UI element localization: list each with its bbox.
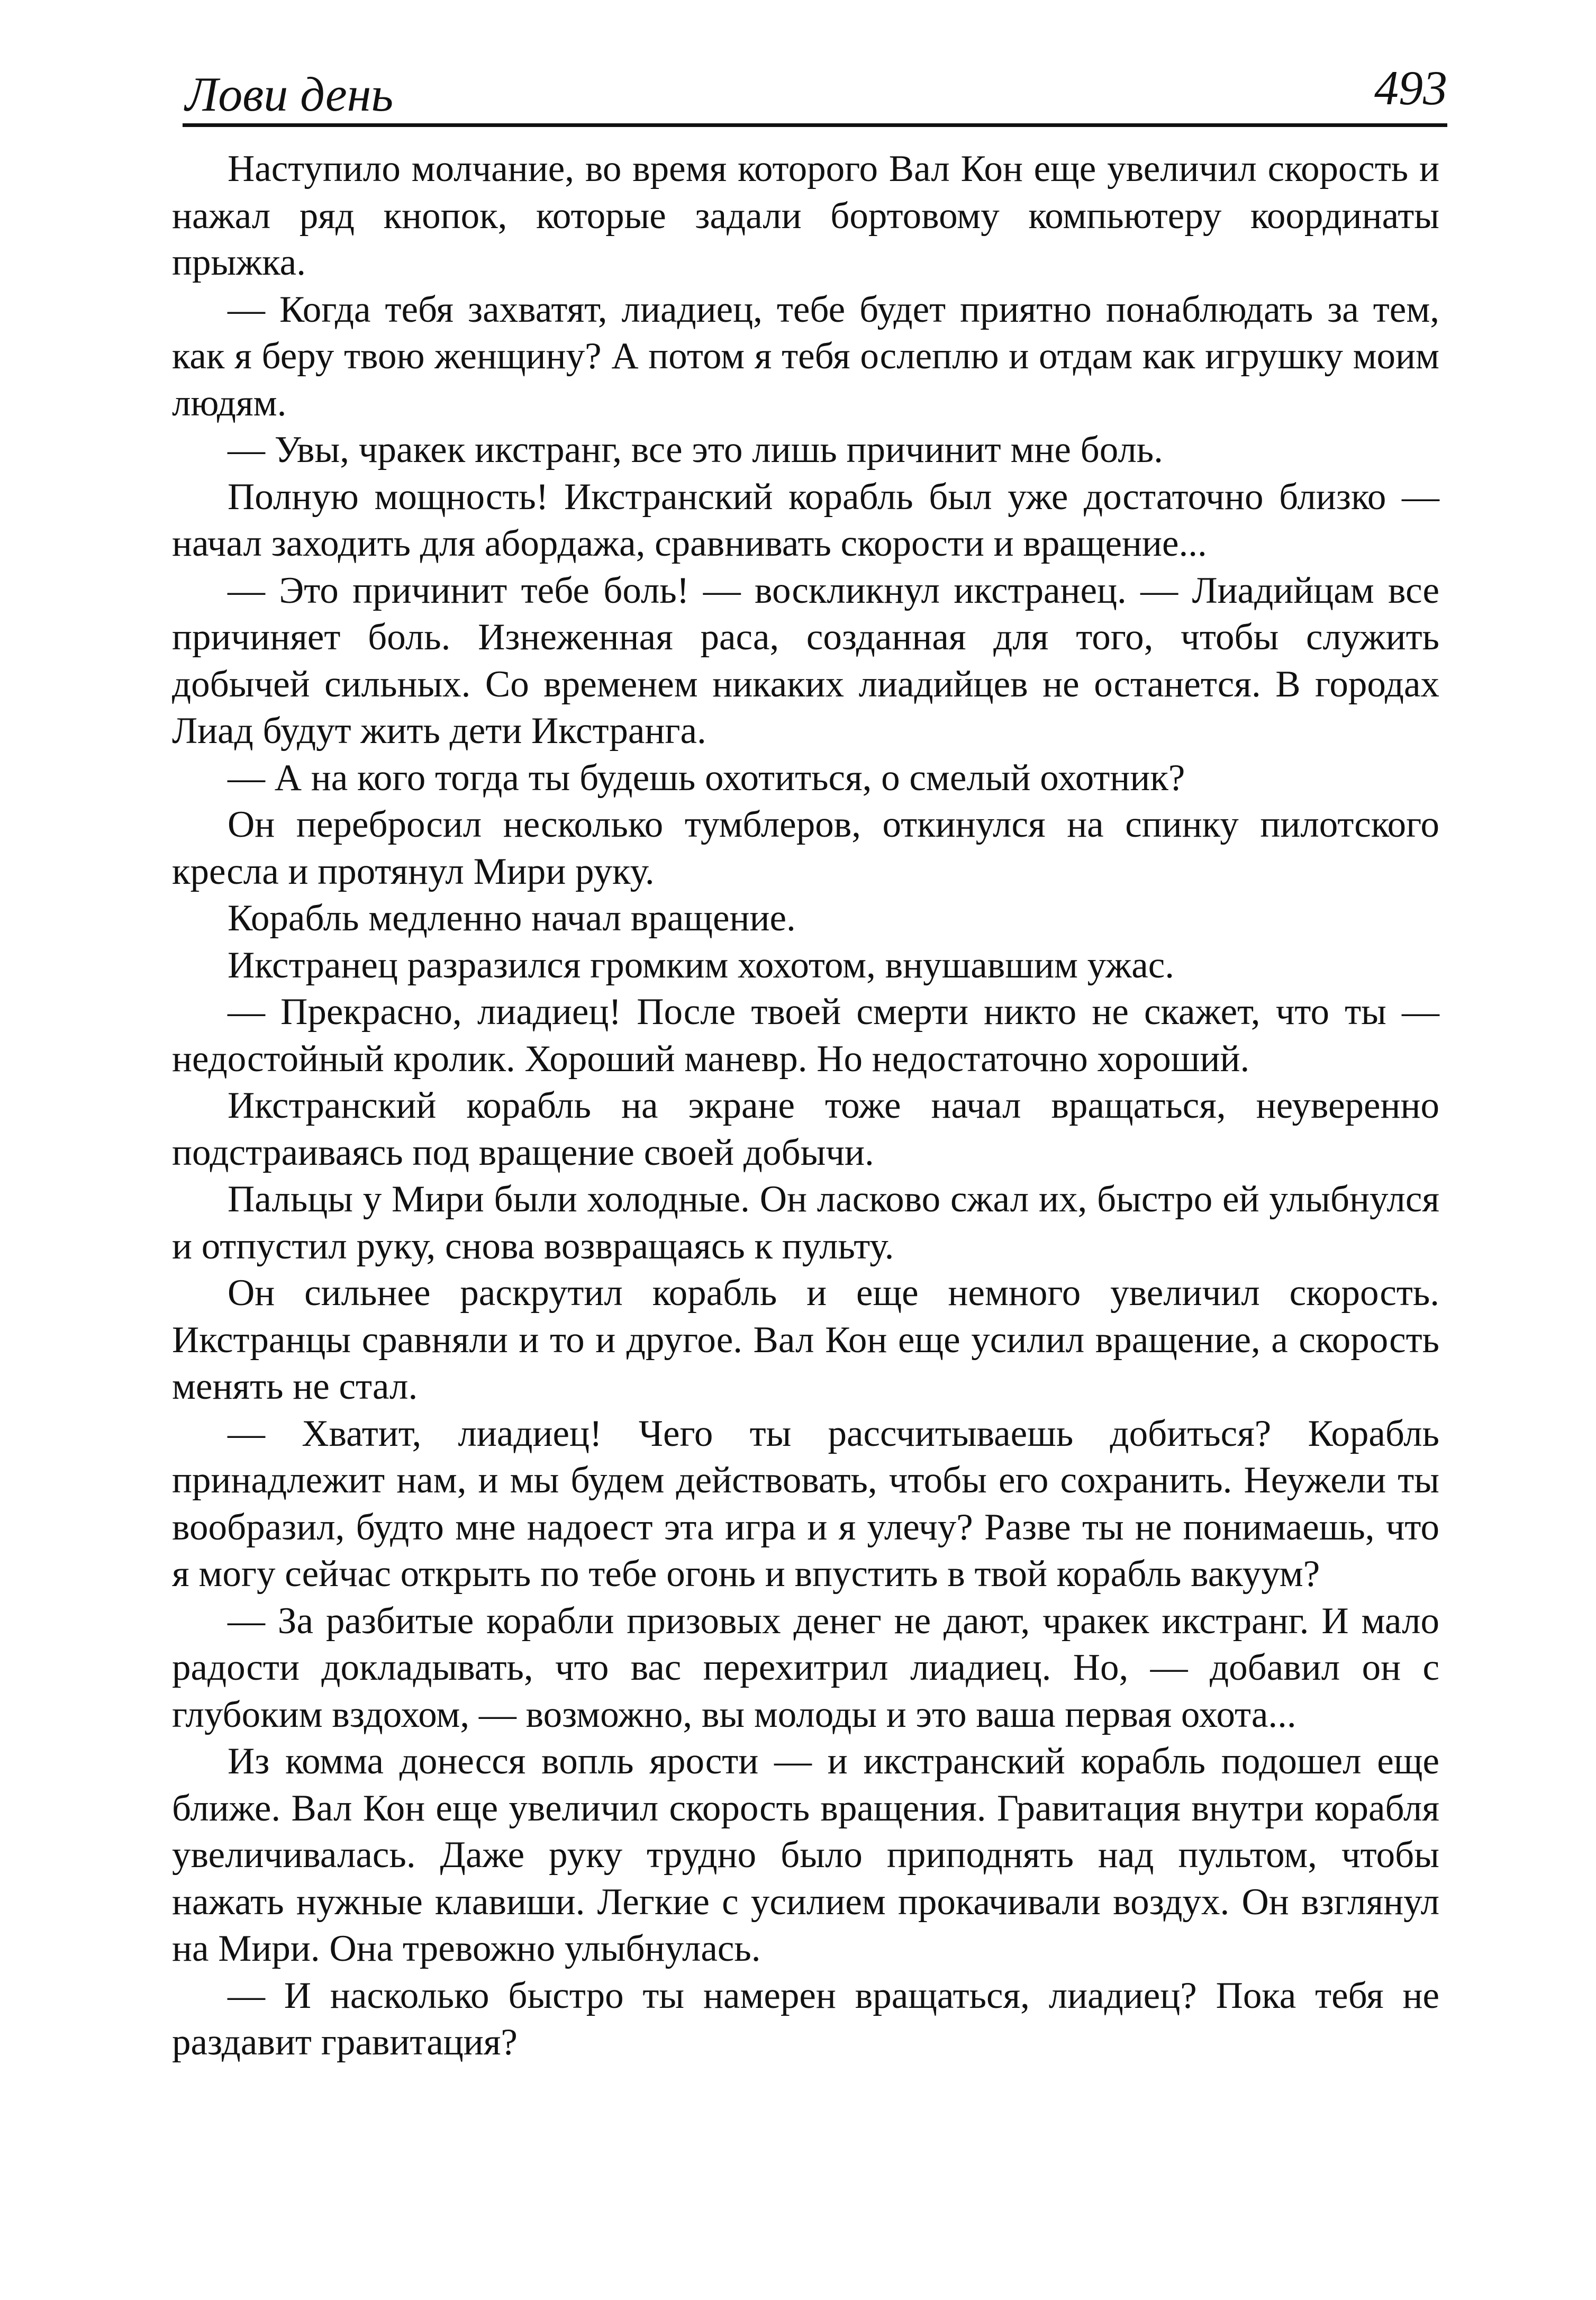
header-rule bbox=[183, 123, 1447, 127]
paragraph: — Прекрасно, лиадиец! После твоей смерти никто не скажет, что ты — недостойный кролик. Хороший маневр. Но недостаточно хороший. bbox=[172, 991, 1439, 1080]
body-text bbox=[172, 146, 1439, 2066]
paragraph: — Когда тебя захватят, лиадиец, тебе будет приятно понаблюдать за тем, как я беру твою женщину? А потом я тебя ослеплю и отдам как игрушку моим людям. bbox=[172, 288, 1439, 424]
paragraph: Полную мощность! Икстранский корабль был уже достаточно близко — начал заходить для абордажа, сравнивать скорости и вращение... bbox=[172, 476, 1439, 564]
paragraph: — И насколько быстро ты намерен вращаться, лиадиец? Пока тебя не раздавит гравитация? bbox=[172, 1975, 1439, 2063]
paragraph: — Увы, чракек икстранг, все это лишь причинит мне боль. bbox=[228, 429, 1163, 470]
running-head bbox=[183, 56, 1447, 130]
paragraph: Корабль медленно начал вращение. bbox=[228, 898, 796, 939]
paragraph: Пальцы у Мири были холодные. Он ласково сжал их, быстро ей улыбнулся и отпустил руку, снова возвращаясь к пульту. bbox=[172, 1179, 1439, 1267]
paragraph: — За разбитые корабли призовых денег не дают, чракек икстранг. И мало радости докладывать, что вас перехитрил лиадиец. Но, — добавил он с глубоким вздохом, — возможно, вы молоды и это ваша первая охота... bbox=[172, 1600, 1439, 1735]
paragraph: Из комма донесся вопль ярости — и икстранский корабль подошел еще ближе. Вал Кон еще увеличил скорость вращения. Гравитация внутри корабля увеличивалась. Даже руку трудно было приподнять над пультом, чтобы нажать нужные клавиши. Легкие с усилием прокачивали воздух. Он взглянул на Мири. Она тревожно улыбнулась. bbox=[172, 1741, 1439, 1969]
paragraph: — А на кого тогда ты будешь охотиться, о смелый охотник? bbox=[228, 757, 1185, 799]
paragraph: Он сильнее раскрутил корабль и еще немного увеличил скорость. Икстранцы сравняли и то и другое. Вал Кон еще усилил вращение, а скорость менять не стал. bbox=[172, 1272, 1439, 1407]
paragraph: — Это причинит тебе боль! — воскликнул икстранец. — Лиадийцам все причиняет боль. Изнеженная раса, созданная для того, чтобы служить добычей сильных. Со временем никаких лиадийцев не останется. В городах Лиад будут жить дети Икстранга. bbox=[172, 569, 1439, 751]
paragraph: Наступило молчание, во время которого Вал Кон еще увеличил скорость и нажал ряд кнопок, которые задали бортовому компьютеру координаты прыжка. bbox=[172, 148, 1439, 283]
paragraph: Он перебросил несколько тумблеров, откинулся на спинку пилотского кресла и протянул Мири руку. bbox=[172, 804, 1439, 892]
paragraph: — Хватит, лиадиец! Чего ты рассчитываешь добиться? Корабль принадлежит нам, и мы будем действовать, чтобы его сохранить. Неужели ты вообразил, будто мне надоест эта игра и я улечу? Разве ты не понимаешь, что я могу сейчас открыть по тебе огонь и впустить в твой корабль вакуум? bbox=[172, 1412, 1439, 1595]
page-number: 493 bbox=[1374, 61, 1447, 115]
running-title: Лови день bbox=[185, 67, 394, 121]
paragraph: Икстранский корабль на экране тоже начал вращаться, неуверенно подстраиваясь под вращение своей добычи. bbox=[172, 1085, 1439, 1173]
paragraph: Икстранец разразился громким хохотом, внушавшим ужас. bbox=[228, 944, 1175, 986]
